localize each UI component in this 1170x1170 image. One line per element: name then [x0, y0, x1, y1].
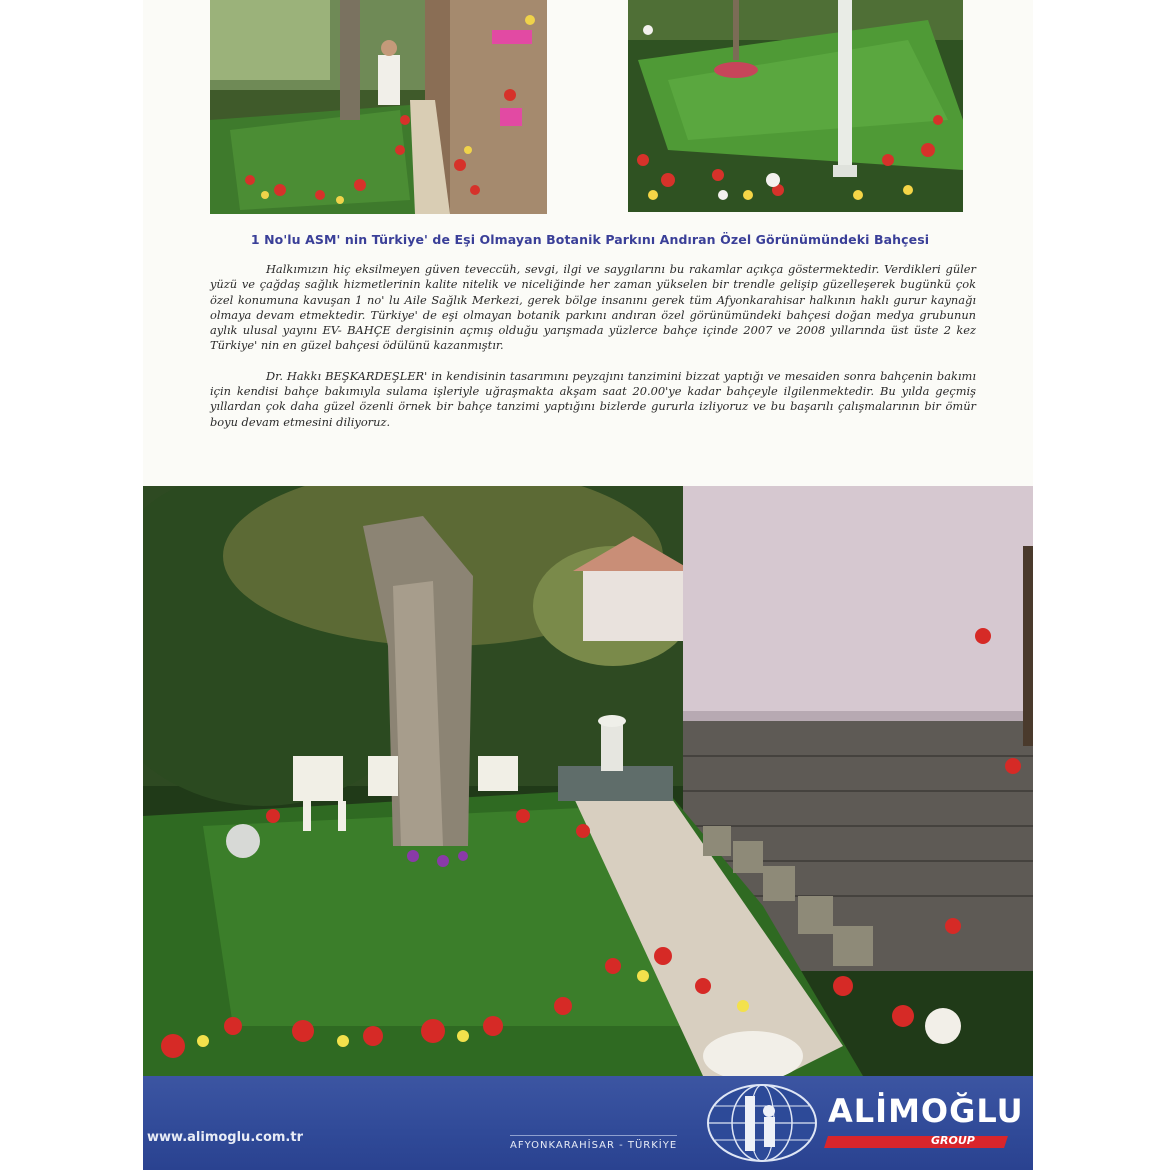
garden-photo-top-right [628, 0, 963, 212]
page-margin [1033, 0, 1170, 1170]
brand-accent-bar [824, 1136, 1008, 1148]
garden-photo-main [143, 486, 1033, 1076]
location-label: AFYONKARAHİSAR - TÜRKİYE [510, 1135, 677, 1151]
globe-logo-icon [705, 1081, 820, 1166]
footer-banner [143, 1076, 1033, 1170]
brand-group-label: GROUP [931, 1134, 975, 1147]
article-paragraph: Halkımızın hiç eksilmeyen güven teveccüh, sevgi, ilgi ve saygılarını bu rakamlar açıkça göstermektedir. Verdikleri güler yüzü ve çağdaş sağlık hizmetlerinin kalite nitelik ve niceliğinde her zaman yükselen bir trendle gelişip güzelleşerek bugünkü çok özel konumuna kavuşan 1 no' lu Aile Sağlık Merkezi, gerek bölge insanını gerek tüm Afyonkarahisar halkının haklı gurur kaynağı olmaya devam etmektedir. Türkiye' de eşi olmayan botanik parkını andıran özel görünümündeki bahçesi doğan medya grubunun aylık ulusal yayını EV- BAHÇE dergisinin açmış olduğu yarışmada yüzlerce bahçe içinde 2007 ve 2008 yıllarında üst üste 2 kez Türkiye' nin en güzel bahçesi ödülünü kazanmıştır. [210, 262, 976, 353]
brand-name: ALİMOĞLU [828, 1092, 1024, 1130]
photo-caption: 1 No'lu ASM' nin Türkiye' de Eşi Olmayan Botanik Parkını Andıran Özel Görünümündeki Bahçesi [250, 232, 930, 247]
article-paragraph: Dr. Hakkı BEŞKARDEŞLER' in kendisinin tasarımını peyzajını tanzimini bizzat yaptığı ve mesaiden sonra bahçenin bakımı için kendisi bahçe bakımıyla sulama işleriyle uğraşmakta akşam saat 20.00'ye kadar bahçeyle ilgilenmektedir. Bu yılda geçmiş yıllardan çok daha güzel özenli örnek bir bahçe tanzimi yaptığını bizlerde gururla izliyoruz ve bu başarılı çalışmalarının bir ömür boyu devam etmesini diliyoruz. [210, 368, 976, 429]
article-body [210, 262, 976, 445]
website-url[interactable]: www.alimoglu.com.tr [147, 1130, 303, 1145]
garden-photo-top-left [210, 0, 547, 214]
